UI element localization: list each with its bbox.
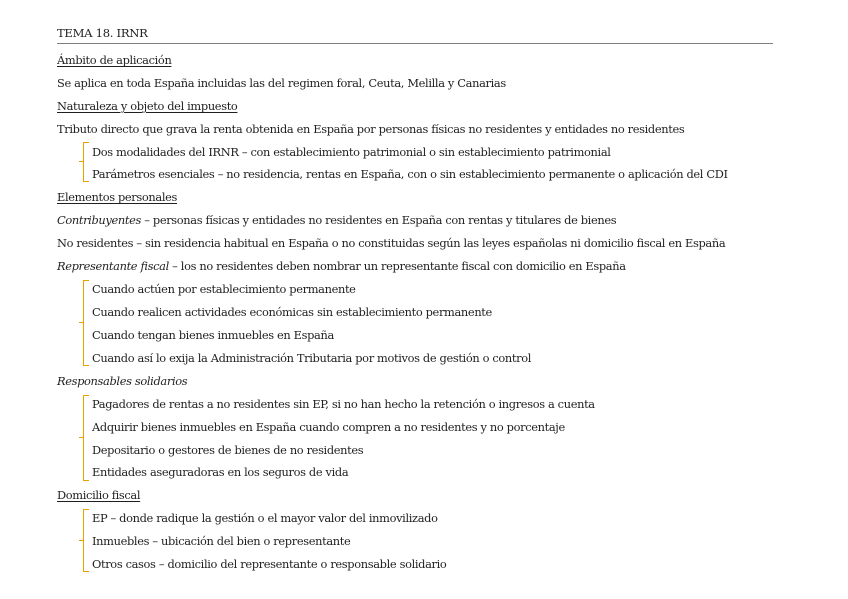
heading-domicilio: Domicilio fiscal: [57, 488, 141, 502]
bracket-tick: [79, 322, 84, 323]
bracket-naturaleza: [83, 142, 89, 182]
bracket-tick: [79, 540, 84, 541]
label-responsables: Responsables solidarios: [57, 374, 188, 388]
list-item: Dos modalidades del IRNR – con establecimiento patrimonial o sin establecimiento patrimonial: [92, 145, 611, 159]
bracket-responsables: [83, 395, 89, 481]
list-item: Cuando así lo exija la Administración Tributaria por motivos de gestión o control: [92, 351, 532, 365]
list-item: Depositario o gestores de bienes de no residentes: [92, 443, 364, 457]
list-item: EP – donde radique la gestión o el mayor valor del inmovilizado: [92, 511, 438, 525]
text-ambito: Se aplica en toda España incluidas las del regimen foral, Ceuta, Melilla y Canarias: [57, 76, 506, 90]
list-item: Entidades aseguradoras en los seguros de vida: [92, 465, 349, 479]
list-item: Parámetros esenciales – no residencia, rentas en España, con o sin establecimiento permanente o aplicación del CDI: [92, 167, 728, 181]
list-item: Inmuebles – ubicación del bien o representante: [92, 534, 351, 548]
document-title: TEMA 18. IRNR: [57, 25, 773, 44]
desc-representante: – los no residentes deben nombrar un representante fiscal con domicilio en España: [168, 259, 626, 273]
label-representante: Representante fiscal: [57, 259, 169, 273]
list-item: Cuando realicen actividades económicas sin establecimiento permanente: [92, 305, 492, 319]
text-no-residentes: No residentes – sin residencia habitual en España o no constituidas según las leyes españolas ni domicilio fiscal en España: [57, 236, 726, 250]
bracket-tick: [79, 161, 84, 162]
text-representante: [57, 256, 626, 276]
text-naturaleza: Tributo directo que grava la renta obtenida en España por personas físicas no residentes y entidades no residentes: [57, 122, 685, 136]
list-item: Otros casos – domicilio del representante o responsable solidario: [92, 557, 447, 571]
list-item: Cuando tengan bienes inmuebles en España: [92, 328, 334, 342]
desc-contribuyentes: – personas físicas y entidades no residentes en España con rentas y titulares de bienes: [140, 213, 617, 227]
list-item: Cuando actúen por establecimiento permanente: [92, 282, 356, 296]
list-item: Adquirir bienes inmuebles en España cuando compren a no residentes y no porcentaje: [92, 420, 565, 434]
heading-ambito: Ámbito de aplicación: [57, 53, 172, 67]
heading-elementos: Elementos personales: [57, 190, 178, 204]
text-contribuyentes: [57, 210, 616, 230]
list-item: Pagadores de rentas a no residentes sin EP, si no han hecho la retención o ingresos a cuenta: [92, 397, 595, 411]
heading-naturaleza: Naturaleza y objeto del impuesto: [57, 99, 238, 113]
bracket-tick: [79, 437, 84, 438]
bracket-representante: [83, 280, 89, 366]
label-contribuyentes: Contribuyentes: [57, 213, 141, 227]
